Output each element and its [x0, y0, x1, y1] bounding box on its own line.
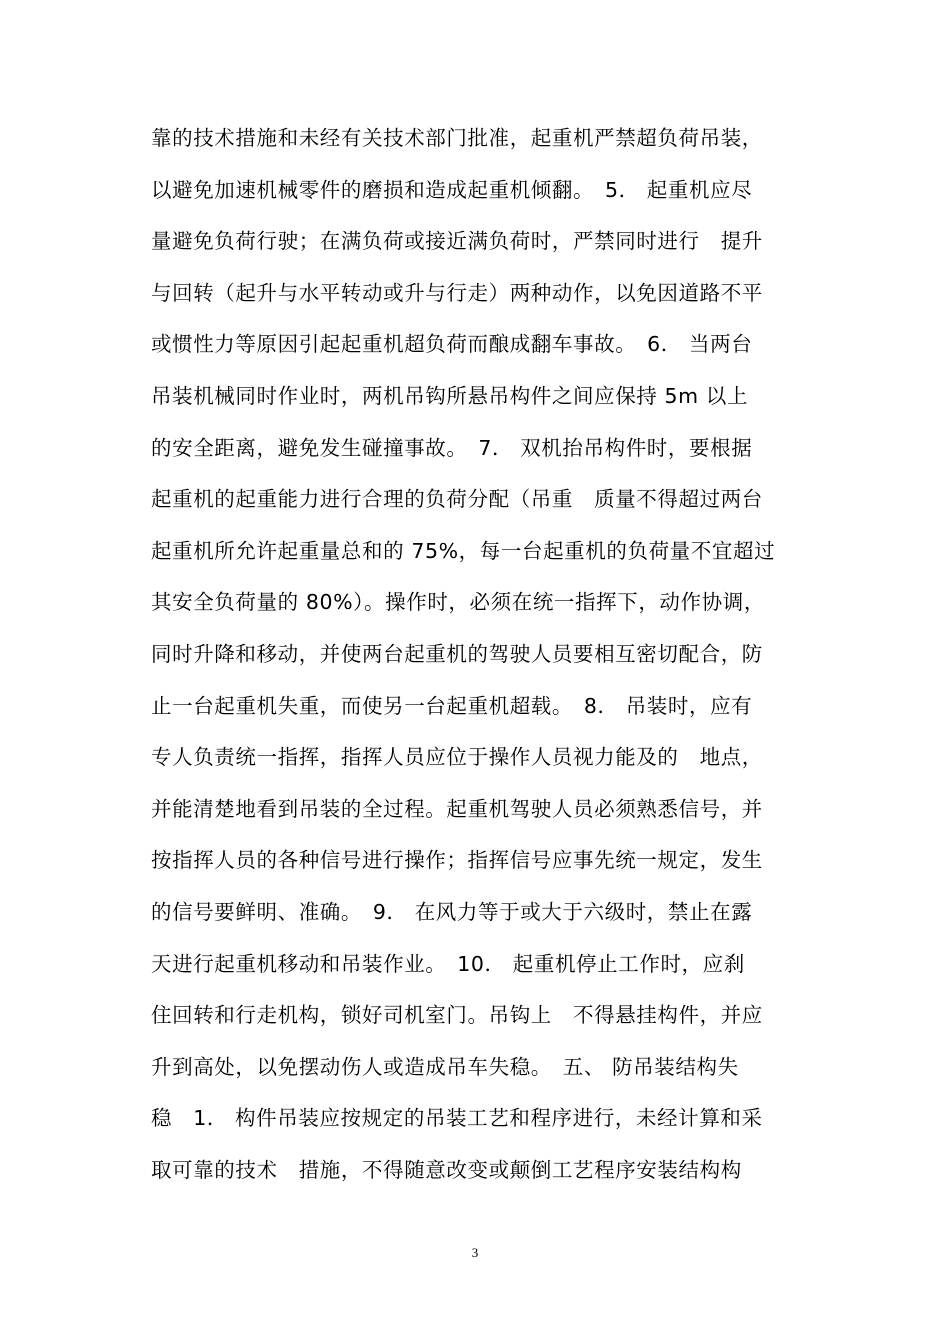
text-line: 吊装机械同时作业时，两机吊钩所悬吊构件之间应保持 5m 以上 — [151, 383, 749, 408]
text-line: 的信号要鲜明、准确。 9． 在风力等于或大于六级时，禁止在露 — [151, 899, 753, 924]
text-line: 以避免加速机械零件的磨损和造成起重机倾翻。 5． 起重机应尽 — [151, 177, 753, 202]
text-line: 天进行起重机移动和吊装作业。 10． 起重机停止工作时，应刹 — [151, 951, 745, 976]
text-line: 量避免负荷行驶；在满负荷或接近满负荷时，严禁同时进行 提升 — [151, 229, 763, 254]
body-text — [151, 113, 811, 1196]
text-line: 起重机所允许起重量总和的 75%，每一台起重机的负荷量不宜超过 — [151, 538, 776, 563]
text-line: 与回转（起升与水平转动或升与行走）两种动作，以免因道路不平 — [151, 280, 763, 305]
text-line: 的安全距离，避免发生碰撞事故。 7． 双机抬吊构件时，要根据 — [151, 435, 753, 460]
text-line: 起重机的起重能力进行合理的负荷分配（吊重 质量不得超过两台 — [151, 487, 763, 512]
text-line: 稳 1． 构件吊装应按规定的吊装工艺和程序进行，未经计算和采 — [151, 1106, 763, 1131]
text-line: 或惯性力等原因引起起重机超负荷而酿成翻车事故。 6． 当两台 — [151, 332, 753, 357]
text-line: 升到高处，以免摆动伤人或造成吊车失稳。 五、 防吊装结构失 — [151, 1054, 739, 1079]
text-line: 止一台起重机失重，而使另一台起重机超载。 8． 吊装时，应有 — [151, 693, 753, 718]
page-number: 3 — [471, 1245, 479, 1260]
text-line: 专人负责统一指挥，指挥人员应位于操作人员视力能及的 地点， — [151, 745, 763, 770]
text-line: 取可靠的技术 措施，不得随意改变或颠倒工艺程序安装结构构 — [151, 1157, 742, 1182]
text-line: 住回转和行走机构，锁好司机室门。吊钩上 不得悬挂构件，并应 — [151, 1003, 763, 1028]
text-line: 并能清楚地看到吊装的全过程。起重机驾驶人员必须熟悉信号，并 — [151, 796, 763, 821]
text-line: 其安全负荷量的 80%）。操作时，必须在统一指挥下，动作协调， — [151, 590, 765, 615]
text-line: 靠的技术措施和未经有关技术部门批准，起重机严禁超负荷吊装， — [151, 126, 763, 150]
text-line: 同时升降和移动，并使两台起重机的驾驶人员要相互密切配合，防 — [151, 641, 763, 666]
text-line: 按指挥人员的各种信号进行操作；指挥信号应事先统一规定，发生 — [151, 848, 763, 873]
